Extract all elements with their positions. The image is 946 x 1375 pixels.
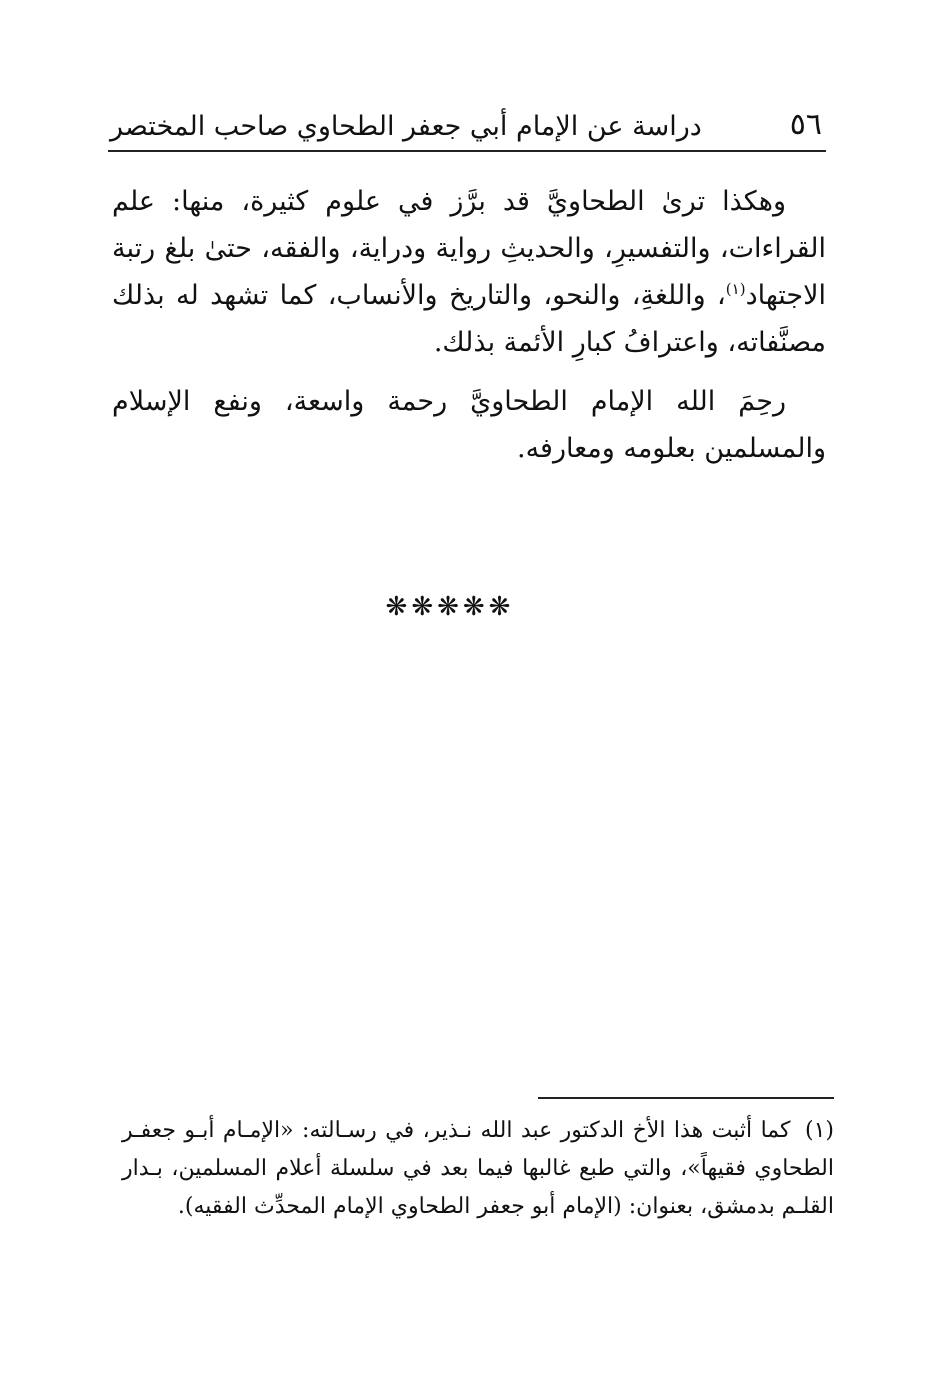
footnotes-section [122, 1112, 834, 1226]
footnote-text: كما أثبت هذا الأخ الدكتور عبد الله نـذير، في رسـالته: «الإمـام أبـو جعفـر الطحاوي فقيهاً»، والتي طبع غالبها فيما بعد في سلسلة أعلام المسلمين، بـدار القلـم بدمشق، بعنوان: (الإمام أبو جعفر الطحاوي الإمام المحدِّث الفقيه). [122, 1118, 834, 1219]
paragraph-1-main: وهكذا ترىٰ الطحاويَّ قد برَّز في علوم كثيرة، منها: علم القراءات، والتفسيرِ، والحديثِ رواية ودراية، والفقه، حتىٰ بلغ رتبة الاجتهاد [112, 186, 826, 311]
page-number: ٥٦ [789, 107, 822, 142]
header-rule [108, 150, 826, 152]
running-header [108, 106, 826, 150]
footnote-marker: (١) [804, 1118, 834, 1143]
footnote-1 [122, 1112, 834, 1226]
main-text [112, 178, 826, 484]
paragraph-2: رحِمَ الله الإمام الطحاويَّ رحمة واسعة، ونفع الإسلام والمسلمين بعلومه ومعارفه. [112, 386, 826, 464]
paragraph-1 [112, 178, 826, 366]
paragraph-1-rest: ، واللغةِ، والنحو، والتاريخ والأنساب، كما تشهد له بذلك مصنَّفاته، واعترافُ كبارِ الأئمة بذلك. [112, 280, 826, 358]
running-title: دراسة عن الإمام أبي جعفر الطحاوي صاحب المختصر [110, 111, 702, 142]
footnote-separator [538, 1097, 834, 1099]
footnote-reference[interactable]: (١) [725, 280, 746, 298]
section-ornament: ❋❋❋❋❋ [385, 592, 515, 622]
